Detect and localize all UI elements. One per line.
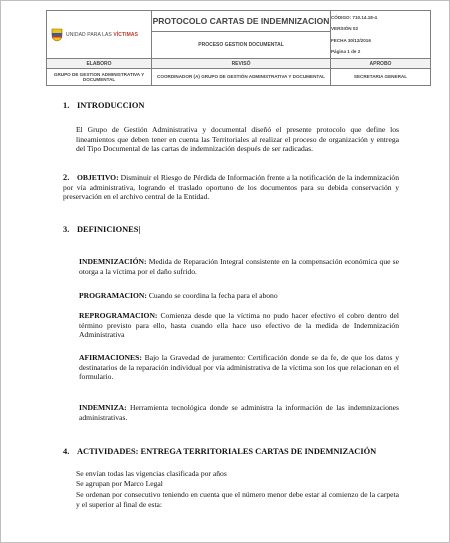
definition-text: Bajo la Gravedad de juramento: Certificación donde se da fe, de que los datos y destinatarios de la reparación individual por vía administrativa de la víctima son los que relacionan en el formulario. bbox=[79, 353, 399, 382]
definition-text: Herramienta tecnológica donde se administra la información de las indemnizaciones administrativas. bbox=[79, 403, 399, 422]
activity-line: Se envían todas las vigencias clasificada por años bbox=[76, 469, 227, 478]
definition-item bbox=[79, 353, 399, 382]
aprobo-label: APROBO bbox=[330, 59, 430, 69]
definition-term: INDEMNIZACIÓN: bbox=[79, 257, 147, 266]
definition-item bbox=[79, 291, 399, 301]
definition-text: Medida de Reparación Integral consistente en la compensación económica que se otorga a la víctima por el daño sufrido. bbox=[79, 257, 399, 276]
definition-text: Cuando se coordina la fecha para el abono bbox=[146, 291, 278, 300]
document-version: VERSIÓN 02 bbox=[330, 26, 359, 31]
activity-line: Se agrupan por Marco Legal bbox=[76, 479, 163, 488]
document-date: FECHA 30/12/2016 bbox=[330, 37, 371, 43]
section-2-text: Disminuir el Riesgo de Pérdida de Información frente a la notificación de la indemnización por vía administrativa, logrando el traslado oportuno de los documentos para su debida conservación y preservación en el archivo central de la Entidad. bbox=[63, 173, 399, 202]
elaboro-value: GRUPO DE GESTION ADMINISTRATIVA Y DOCUMENTAL bbox=[47, 69, 152, 86]
logo-cell bbox=[47, 11, 152, 59]
definition-item bbox=[79, 257, 399, 276]
coat-of-arms-icon bbox=[51, 28, 63, 42]
reviso-label: REVISÓ bbox=[152, 59, 331, 69]
section-1-heading: 1. INTRODUCCION bbox=[63, 101, 145, 110]
activity-line: Se ordenan por consecutivo teniendo en cuenta que el número menor debe estar al comienzo de la carpeta y el superior al final de esta: bbox=[76, 490, 399, 509]
section-2-heading: OBJETIVO: bbox=[77, 173, 119, 182]
definition-item bbox=[79, 403, 399, 422]
definition-text: Comienza desde que la víctima no pudo hacer efectivo el cobro dentro del término previsto para ello, hasta cuando ella hace uso efectivo de la medida de Indemnización Administrativa bbox=[79, 311, 399, 340]
definition-term: INDEMNIZA: bbox=[79, 403, 127, 412]
entity-logo bbox=[47, 28, 151, 42]
section-2-paragraph: 2. OBJETIVO: Disminuir el Riesgo de Pérdida de Información frente a la notificación de la indemnización por vía administrativa, logrando el traslado oportuno de los documentos para su debida conservación y preservación en el archivo central de la Entidad. bbox=[63, 173, 399, 202]
page-number: Página 1 de 2 bbox=[330, 49, 361, 54]
document-meta bbox=[330, 11, 430, 59]
section-3-heading: 3. DEFINICIONES| bbox=[63, 225, 141, 234]
section-4-heading: 4. ACTIVIDADES: ENTREGA TERRITORIALES CARTAS DE INDEMNIZACIÓN bbox=[63, 447, 377, 456]
aprobo-value: SECRETARIA GENERAL bbox=[330, 69, 430, 86]
document-title: PROTOCOLO CARTAS DE INDEMNIZACION bbox=[152, 11, 331, 32]
document-header-table bbox=[46, 10, 431, 86]
elaboro-label: ELABORO bbox=[47, 59, 152, 69]
definition-term: AFIRMACIONES: bbox=[79, 353, 142, 362]
document-code: CÓDIGO: 710.14.18-4 bbox=[330, 14, 377, 20]
definition-item bbox=[79, 311, 399, 340]
definition-term: REPROGRAMACION: bbox=[79, 311, 158, 320]
process-name: PROCESO GESTION DOCUMENTAL bbox=[152, 32, 331, 59]
logo-text: UNIDAD PARA LAS VÍCTIMAS bbox=[66, 31, 139, 38]
definition-term: PROGRAMACION: bbox=[79, 291, 147, 300]
section-1-text: El Grupo de Gestión Administrativa y documental diseñó el presente protocolo que define los lineamientos que deben tener en cuenta las Territoriales al realizar el proceso de organización y entrega del Tipo Documental de las cartas de indemnización después de ser radicadas. bbox=[76, 125, 399, 154]
reviso-value: COORDINADOR (A) GRUPO DE GESTIÓN ADMINISTRATIVA Y DOCUMENTAL bbox=[152, 69, 331, 86]
